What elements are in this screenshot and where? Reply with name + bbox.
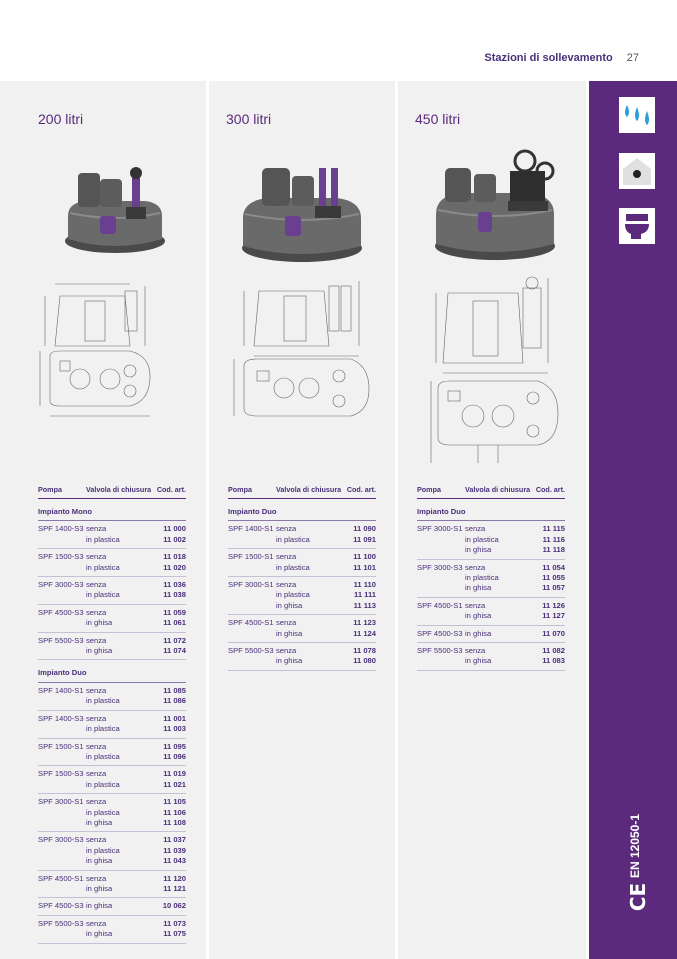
spec-table-300 <box>228 485 376 671</box>
table-row <box>417 597 565 611</box>
pump-cell <box>417 656 465 670</box>
table-row <box>38 604 186 618</box>
table-row <box>417 583 565 597</box>
table-row <box>38 832 186 846</box>
table-row <box>38 535 186 549</box>
code-cell: 11 059 <box>163 607 186 617</box>
pump-cell: SPF 4500-S1 <box>38 873 84 883</box>
table-row <box>38 818 186 832</box>
code-cell: 11 021 <box>155 780 186 794</box>
code-cell: 11 078 <box>353 646 376 656</box>
code-cell: 11 113 <box>345 601 376 615</box>
pump-cell: SPF 4500-S1 <box>228 618 274 628</box>
code-cell: 11 121 <box>155 884 186 898</box>
pump-cell: SPF 3000-S1 <box>417 524 463 534</box>
code-cell: 11 020 <box>155 563 186 577</box>
valve-cell: in ghisa <box>465 611 534 625</box>
table-row <box>228 549 376 563</box>
table-row <box>38 549 186 563</box>
pump-cell: SPF 4500-S1 <box>417 600 463 610</box>
valve-cell: senza <box>276 580 297 590</box>
pump-cell: SPF 5500-S3 <box>38 635 84 645</box>
pump-cell: SPF 1500-S3 <box>38 552 84 562</box>
pump-cell <box>38 929 86 943</box>
table-row <box>228 656 376 670</box>
section-name: Impianto Duo <box>417 499 565 521</box>
code-cell: 11 075 <box>155 929 186 943</box>
valve-cell: in ghisa <box>86 646 155 660</box>
code-cell: 11 002 <box>155 535 186 549</box>
valve-cell: senza <box>86 552 107 562</box>
table-header-row <box>228 485 376 499</box>
code-cell: 11 003 <box>155 724 186 738</box>
header-valve: Valvola di chiusura <box>276 485 345 499</box>
pump-cell <box>38 780 86 794</box>
valve-cell: in plastica <box>86 724 155 738</box>
column-450 <box>398 81 586 959</box>
valve-cell: senza <box>86 918 107 928</box>
valve-cell: senza <box>465 646 486 656</box>
table-row <box>38 682 186 696</box>
header-pump: Pompa <box>417 485 465 499</box>
pump-cell <box>38 646 86 660</box>
table-row <box>228 601 376 615</box>
table-row <box>228 615 376 629</box>
product-photo <box>237 156 367 266</box>
pump-cell: SPF 1400-S3 <box>38 713 84 723</box>
valve-cell: senza <box>276 646 297 656</box>
pump-cell: SPF 4500-S3 <box>417 625 465 642</box>
valve-cell: in ghisa <box>86 856 155 870</box>
table-row <box>38 577 186 591</box>
valve-cell: in plastica <box>86 845 120 855</box>
header-valve: Valvola di chiusura <box>86 485 155 499</box>
header-pump: Pompa <box>228 485 276 499</box>
running-header <box>484 52 639 64</box>
pump-cell <box>38 724 86 738</box>
code-cell: 11 127 <box>534 611 565 625</box>
valve-cell: senza <box>86 524 107 534</box>
table-body <box>417 499 565 671</box>
valve-cell: in plastica <box>86 752 155 766</box>
table-row <box>417 611 565 625</box>
page-number: 27 <box>626 52 639 64</box>
valve-cell: senza <box>86 685 107 695</box>
table-row <box>228 590 376 600</box>
table-row <box>228 535 376 549</box>
column-title: 300 litri <box>226 111 272 127</box>
valve-cell: senza <box>465 562 486 572</box>
table-row <box>38 794 186 808</box>
code-cell: 11 039 <box>163 845 186 855</box>
table-row <box>38 884 186 898</box>
code-cell: 11 043 <box>155 856 186 870</box>
table-row <box>38 808 186 818</box>
valve-cell: in ghisa <box>86 898 155 915</box>
valve-cell: in ghisa <box>465 545 534 559</box>
valve-cell: in ghisa <box>276 601 345 615</box>
pump-cell <box>228 601 276 615</box>
section-title: Stazioni di sollevamento <box>484 52 613 64</box>
code-cell: 11 038 <box>155 590 186 604</box>
valve-cell: senza <box>276 618 297 628</box>
table-row <box>228 629 376 643</box>
pump-cell: SPF 4500-S3 <box>38 898 86 915</box>
pump-cell: SPF 5500-S3 <box>417 646 463 656</box>
table-row <box>38 618 186 632</box>
pump-cell <box>228 535 276 549</box>
valve-cell: senza <box>86 873 107 883</box>
code-cell: 11 118 <box>534 545 565 559</box>
code-cell: 11 108 <box>155 818 186 832</box>
code-cell: 11 095 <box>163 741 186 751</box>
code-cell: 11 082 <box>542 646 565 656</box>
valve-cell: in plastica <box>276 563 345 577</box>
column-title: 450 litri <box>415 111 461 127</box>
spec-table-450 <box>417 485 565 671</box>
table-row <box>38 710 186 724</box>
code-cell: 11 090 <box>353 524 376 534</box>
code-cell: 11 086 <box>155 696 186 710</box>
code-cell: 11 123 <box>353 618 376 628</box>
header-code: Cod. art. <box>534 485 565 499</box>
product-photo <box>60 161 170 256</box>
technical-drawing <box>35 276 165 426</box>
valve-cell: in plastica <box>276 535 345 549</box>
section-name: Impianto Duo <box>38 660 186 682</box>
code-cell: 11 037 <box>163 835 186 845</box>
code-cell: 11 110 <box>353 580 376 590</box>
valve-cell: in ghisa <box>465 583 534 597</box>
code-cell: 11 124 <box>345 629 376 643</box>
valve-cell: in plastica <box>276 590 310 600</box>
valve-cell: in ghisa <box>86 618 155 632</box>
valve-cell: senza <box>276 552 297 562</box>
valve-cell: in ghisa <box>86 929 155 943</box>
table-row <box>38 929 186 943</box>
valve-cell: senza <box>86 580 107 590</box>
table-row <box>417 535 565 545</box>
table-body <box>228 499 376 671</box>
table-row <box>228 577 376 591</box>
table-row <box>38 632 186 646</box>
pump-cell: SPF 1400-S3 <box>38 524 84 534</box>
pump-cell <box>228 629 276 643</box>
section-row <box>38 660 186 682</box>
header-pump: Pompa <box>38 485 86 499</box>
pump-cell <box>228 563 276 577</box>
ce-mark-icon: CE <box>626 882 651 912</box>
table-row <box>38 766 186 780</box>
pump-cell <box>38 696 86 710</box>
table-row <box>228 643 376 657</box>
code-cell: 11 091 <box>345 535 376 549</box>
table-row <box>228 563 376 577</box>
valve-cell: in plastica <box>86 535 155 549</box>
code-cell: 11 106 <box>163 807 186 817</box>
section-name: Impianto Mono <box>38 499 186 521</box>
valve-cell: senza <box>86 769 107 779</box>
pump-cell: SPF 3000-S1 <box>38 797 84 807</box>
valve-cell: in ghisa <box>276 656 345 670</box>
pump-cell <box>38 752 86 766</box>
table-row <box>417 545 565 559</box>
table-row <box>228 521 376 535</box>
code-cell: 10 062 <box>155 898 186 915</box>
code-cell: 11 074 <box>155 646 186 660</box>
pump-cell: SPF 1400-S1 <box>228 524 274 534</box>
table-row <box>38 738 186 752</box>
code-cell: 11 018 <box>163 552 186 562</box>
pump-cell <box>38 535 86 549</box>
pump-cell: SPF 1400-S1 <box>38 685 84 695</box>
pump-cell: SPF 1500-S1 <box>228 552 274 562</box>
table-row <box>417 573 565 583</box>
valve-cell: senza <box>86 713 107 723</box>
code-cell: 11 001 <box>163 713 186 723</box>
pump-cell <box>417 583 465 597</box>
toilet-icon <box>619 208 655 244</box>
table-header-row <box>417 485 565 499</box>
code-cell: 11 055 <box>542 573 565 583</box>
pump-cell: SPF 5500-S3 <box>38 918 84 928</box>
valve-cell: senza <box>86 607 107 617</box>
pump-cell: SPF 3000-S1 <box>228 580 274 590</box>
section-row <box>417 499 565 521</box>
table-row <box>38 521 186 535</box>
valve-cell: senza <box>86 741 107 751</box>
code-cell: 11 019 <box>163 769 186 779</box>
code-cell: 11 101 <box>345 563 376 577</box>
section-row <box>228 499 376 521</box>
code-cell: 11 096 <box>155 752 186 766</box>
pump-cell <box>38 808 86 818</box>
table-row <box>38 870 186 884</box>
pump-cell <box>38 563 86 577</box>
pump-cell <box>417 573 465 583</box>
pump-cell: SPF 3000-S3 <box>38 835 84 845</box>
code-cell: 11 100 <box>353 552 376 562</box>
valve-cell: senza <box>86 835 107 845</box>
table-row <box>38 846 186 856</box>
table-row <box>38 898 186 915</box>
header-valve: Valvola di chiusura <box>465 485 534 499</box>
technical-drawing <box>428 273 568 473</box>
code-cell: 11 083 <box>534 656 565 670</box>
valve-cell: senza <box>86 797 107 807</box>
code-cell: 11 061 <box>155 618 186 632</box>
valve-cell: in plastica <box>465 534 499 544</box>
valve-cell: in plastica <box>465 573 499 583</box>
table-row <box>38 646 186 660</box>
table-row <box>38 696 186 710</box>
valve-cell: in plastica <box>86 696 155 710</box>
valve-cell: in plastica <box>86 780 155 794</box>
code-cell: 11 105 <box>163 797 186 807</box>
code-cell: 11 054 <box>542 562 565 572</box>
code-cell: 11 080 <box>345 656 376 670</box>
table-row <box>38 752 186 766</box>
house-icon <box>619 153 655 189</box>
table-row <box>417 643 565 657</box>
code-cell: 11 073 <box>163 918 186 928</box>
table-row <box>38 563 186 577</box>
valve-cell: in plastica <box>86 590 155 604</box>
pump-cell <box>38 884 86 898</box>
valve-cell: in ghisa <box>276 629 345 643</box>
pump-cell <box>417 535 465 545</box>
table-row <box>38 780 186 794</box>
table-body <box>38 499 186 944</box>
product-photo <box>430 146 560 266</box>
code-cell: 11 000 <box>163 524 186 534</box>
table-row <box>417 521 565 535</box>
code-cell: 11 070 <box>534 625 565 642</box>
pump-cell <box>228 656 276 670</box>
valve-cell: senza <box>276 524 297 534</box>
table-row <box>417 559 565 573</box>
water-drops-icon <box>619 97 655 133</box>
pump-cell: SPF 5500-S3 <box>228 646 274 656</box>
table-row <box>38 724 186 738</box>
standard-label: EN 12050-1 <box>628 813 642 879</box>
table-row <box>38 856 186 870</box>
code-cell: 11 057 <box>534 583 565 597</box>
code-cell: 11 072 <box>163 635 186 645</box>
section-row <box>38 499 186 521</box>
table-row <box>417 656 565 670</box>
spec-table-200 <box>38 485 186 944</box>
valve-cell: in ghisa <box>465 625 534 642</box>
code-cell: 11 120 <box>163 873 186 883</box>
valve-cell: in plastica <box>86 563 155 577</box>
valve-cell: in plastica <box>86 807 120 817</box>
table-row <box>417 625 565 642</box>
valve-cell: in ghisa <box>86 818 155 832</box>
pump-cell: SPF 4500-S3 <box>38 607 84 617</box>
code-cell: 11 036 <box>163 580 186 590</box>
technical-drawing <box>229 271 379 431</box>
valve-cell: senza <box>465 524 486 534</box>
column-300 <box>209 81 395 959</box>
pump-cell <box>38 818 86 832</box>
valve-cell: in ghisa <box>465 656 534 670</box>
valve-cell: senza <box>465 600 486 610</box>
code-cell: 11 126 <box>542 600 565 610</box>
column-200 <box>0 81 206 959</box>
code-cell: 11 116 <box>542 534 565 544</box>
table-row <box>38 915 186 929</box>
table-header-row <box>38 485 186 499</box>
code-cell: 11 111 <box>354 590 376 600</box>
column-title: 200 litri <box>38 111 84 127</box>
code-cell: 11 115 <box>542 524 565 534</box>
pump-cell: SPF 3000-S3 <box>38 580 84 590</box>
section-name: Impianto Duo <box>228 499 376 521</box>
pump-cell <box>417 545 465 559</box>
pump-cell <box>38 856 86 870</box>
table-row <box>38 590 186 604</box>
valve-cell: in ghisa <box>86 884 155 898</box>
pump-cell: SPF 1500-S1 <box>38 741 84 751</box>
code-cell: 11 085 <box>163 685 186 695</box>
valve-cell: senza <box>86 635 107 645</box>
pump-cell <box>38 590 86 604</box>
pump-cell: SPF 3000-S3 <box>417 562 463 572</box>
pump-cell <box>38 618 86 632</box>
header-code: Cod. art. <box>345 485 376 499</box>
pump-cell <box>228 590 276 600</box>
header-code: Cod. art. <box>155 485 186 499</box>
pump-cell: SPF 1500-S3 <box>38 769 84 779</box>
pump-cell <box>38 846 86 856</box>
pump-cell <box>417 611 465 625</box>
